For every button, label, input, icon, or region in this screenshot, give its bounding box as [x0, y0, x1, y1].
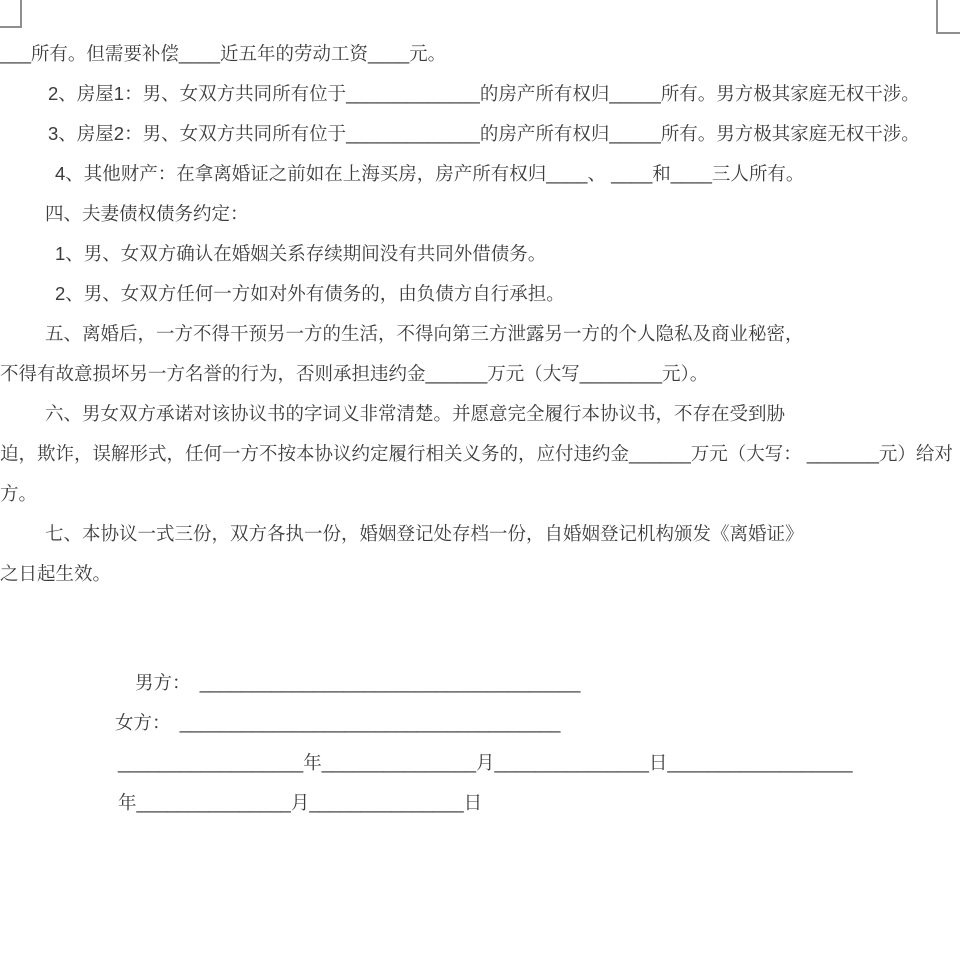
- document-line-1: ___所有。但需要补偿____近五年的劳动工资____元。: [0, 43, 447, 64]
- document-line-14: 之日起生效。: [0, 563, 112, 584]
- document-line-13: 七、本协议一式三份，双方各执一份，婚姻登记处存档一份，自婚姻登记机构颁发《离婚证》: [45, 523, 804, 544]
- document-line-10: 六、男女双方承诺对该协议书的字词义非常清楚。并愿意完全履行本协议书，不存在受到胁: [45, 403, 786, 424]
- document-line-6: 1、男、女双方确认在婚姻关系存续期间没有共同外借债务。: [55, 243, 547, 264]
- document-line-7: 2、男、女双方任何一方如对外有债务的，由负债方自行承担。: [55, 283, 565, 304]
- document-line-5: 四、夫妻债权债务约定：: [45, 203, 249, 224]
- document-line-8: 五、离婚后，一方不得干预另一方的生活，不得向第三方泄露另一方的个人隐私及商业秘密，: [45, 323, 804, 344]
- document-line-4: 4、其他财产：在拿离婚证之前如在上海买房，房产所有权归____、 ____和____三人所有。: [55, 163, 805, 184]
- female-signature-line: 女方： _____________________________________: [115, 712, 561, 733]
- document-line-3: 3、房屋2：男、女双方共同所有位于_____________的房产所有权归_____所有。男方极其家庭无权干涉。: [48, 123, 920, 144]
- date-line-1: __________________年_______________月_______________日__________________: [118, 752, 853, 773]
- signature-block: [0, 663, 960, 823]
- main-text: [0, 34, 960, 594]
- partial-box-top-right: [936, 0, 960, 34]
- document-line-12: 方。: [0, 483, 38, 504]
- document-line-11: 迫，欺诈，误解形式，任何一方不按本协议约定履行相关义务的，应付违约金______万元（大写： _______元）给对: [0, 443, 953, 464]
- document-line-9: 不得有故意损坏另一方名誉的行为，否则承担违约金______万元（大写________元）。: [0, 363, 709, 384]
- male-signature-line: 男方： _____________________________________: [135, 672, 581, 693]
- partial-box-top-left: [0, 0, 22, 28]
- document-line-2: 2、房屋1：男、女双方共同所有位于_____________的房产所有权归_____所有。男方极其家庭无权干涉。: [48, 83, 920, 104]
- date-line-2: 年_______________月_______________日: [118, 792, 483, 813]
